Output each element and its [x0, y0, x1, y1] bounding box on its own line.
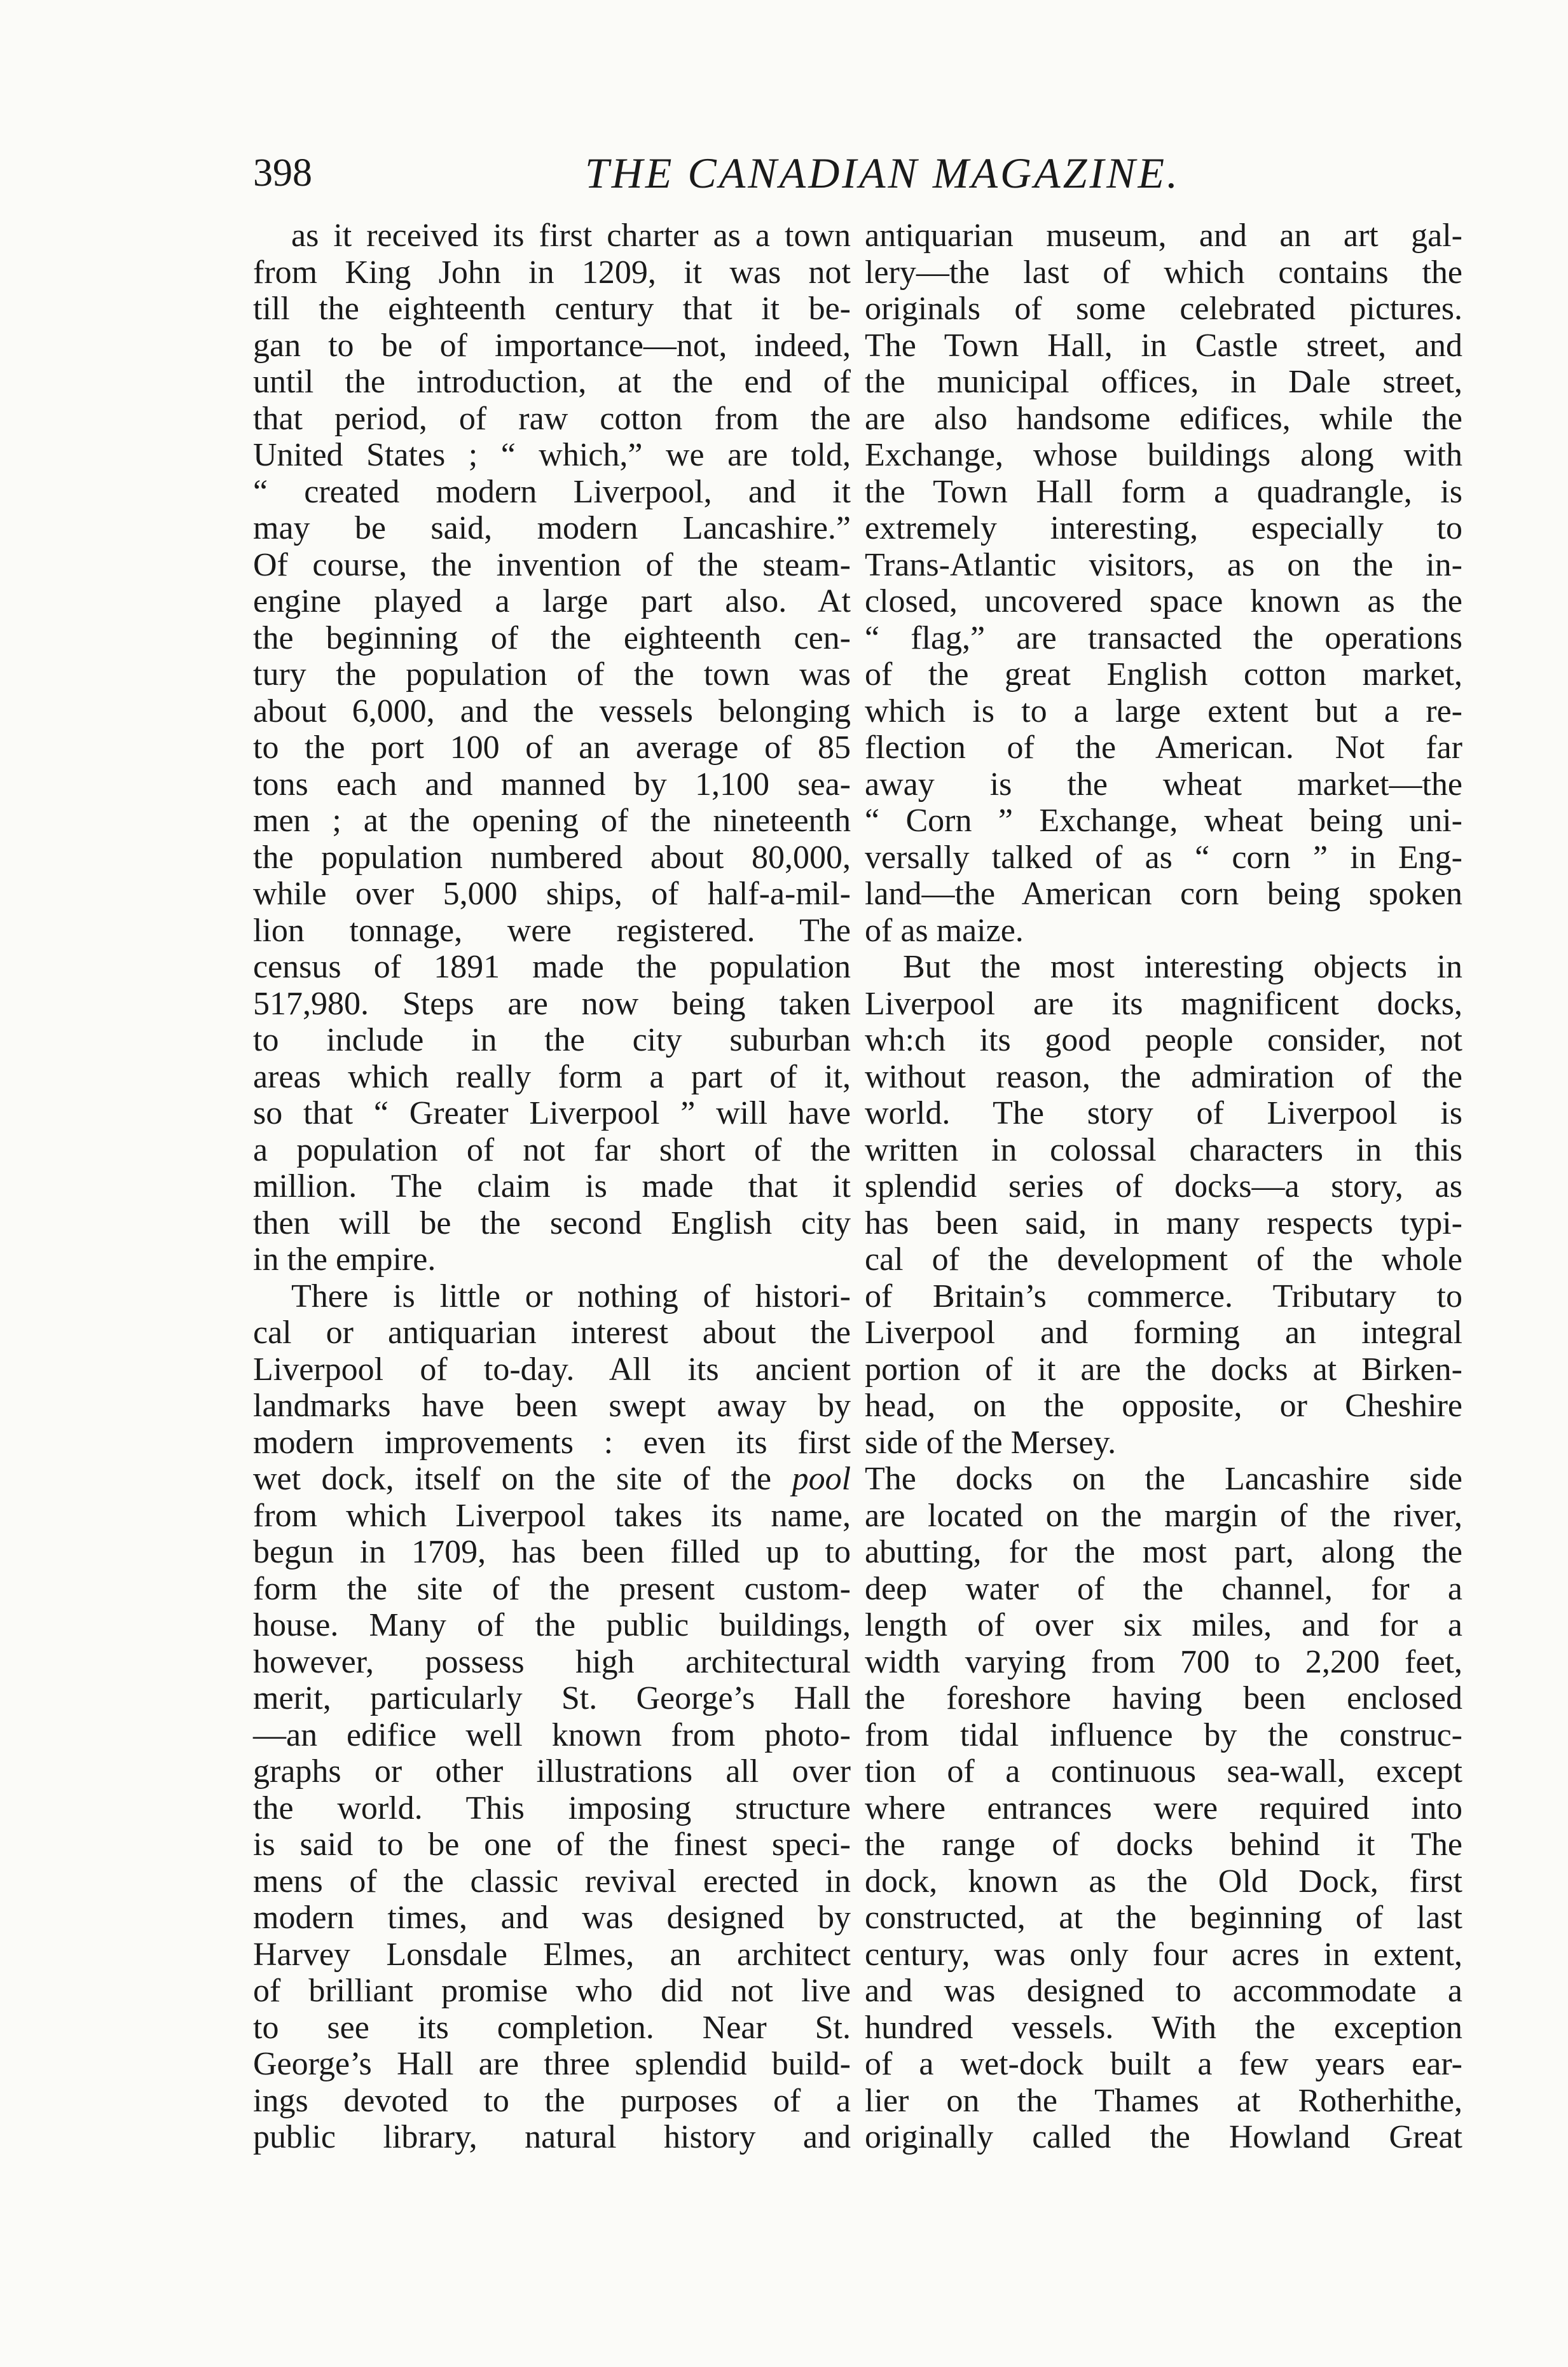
text-line-content: 517,980. Steps are now being taken — [253, 985, 851, 1022]
text-line-content: that period, of raw cotton from the — [253, 400, 851, 437]
text-line — [253, 1205, 851, 1242]
text-line — [253, 913, 851, 949]
text-line-content: Trans-Atlantic visitors, as on the in- — [865, 546, 1462, 583]
text-line — [253, 2046, 851, 2083]
text-line — [865, 1498, 1462, 1535]
text-line-content: the population numbered about 80,000, — [253, 839, 851, 876]
text-line-content: side of the Mersey. — [865, 1424, 1117, 1461]
text-line-content: But the most interesting objects in — [903, 949, 1462, 985]
text-line — [253, 1388, 851, 1425]
text-line-content: Liverpool of to-day. All its ancient — [253, 1351, 851, 1388]
text-line-content: then will be the second English city — [253, 1204, 851, 1241]
text-line — [865, 1534, 1462, 1571]
text-line-content: cal or antiquarian interest about the — [253, 1315, 851, 1351]
text-line — [253, 1059, 851, 1096]
text-line-content: so that “ Greater Liverpool ” will have — [253, 1095, 851, 1131]
text-line-content: merit, particularly St. George’s Hall — [253, 1680, 851, 1716]
page-number: 398 — [253, 151, 312, 195]
text-line-content: originals of some celebrated pictures. — [865, 291, 1462, 327]
text-line — [865, 474, 1462, 511]
text-line-content: the foreshore having been enclosed — [865, 1680, 1462, 1716]
text-line — [865, 876, 1462, 913]
text-line-content: world. The story of Liverpool is — [865, 1095, 1462, 1131]
text-line-content: to the port 100 of an average of 85 — [253, 729, 851, 766]
text-line-content: —an edifice well known from photo- — [253, 1716, 851, 1753]
text-line — [253, 2010, 851, 2046]
text-line — [865, 2119, 1462, 2156]
text-line-content: Liverpool and forming an integral — [865, 1315, 1462, 1351]
text-line — [865, 1022, 1462, 1059]
text-line — [865, 1388, 1462, 1425]
text-line — [865, 437, 1462, 474]
text-line-content: tion of a continuous sea-wall, except — [865, 1753, 1462, 1790]
text-line — [865, 1461, 1462, 1498]
text-line — [253, 217, 851, 254]
text-line-content: antiquarian museum, and an art gal- — [865, 217, 1462, 254]
text-line — [253, 1241, 851, 1278]
text-line-content: till the eighteenth century that it be- — [253, 291, 851, 327]
text-line-content: graphs or other illustrations all over — [253, 1753, 851, 1790]
text-line — [865, 2046, 1462, 2083]
text-line — [865, 620, 1462, 657]
text-line — [865, 693, 1462, 730]
text-line-content: the beginning of the eighteenth cen- — [253, 619, 851, 656]
text-line — [865, 1607, 1462, 1644]
text-line-content: from which Liverpool takes its name, — [253, 1497, 851, 1534]
text-line — [865, 1571, 1462, 1608]
text-line-content: in the empire. — [253, 1241, 436, 1278]
text-line-content: The Town Hall, in Castle street, and — [865, 327, 1462, 364]
text-line-content: Of course, the invention of the steam- — [253, 546, 851, 583]
text-line-content: mens of the classic revival erected in — [253, 1863, 851, 1900]
text-line-content: length of over six miles, and for a — [865, 1607, 1462, 1643]
text-line-content: where entrances were required into — [865, 1790, 1462, 1826]
text-line-content: to see its completion. Near St. — [253, 2009, 851, 2046]
text-line-content: closed, uncovered space known as the — [865, 583, 1462, 619]
text-line-content: the municipal offices, in Dale street, — [865, 364, 1462, 400]
text-line — [253, 2119, 851, 2156]
text-line-content: may be said, modern Lancashire.” — [253, 510, 851, 546]
text-line-content: land—the American corn being spoken — [865, 876, 1462, 912]
text-line-content: extremely interesting, especially to — [865, 510, 1462, 546]
text-line-content: gan to be of importance—not, indeed, — [253, 327, 851, 364]
text-line-content: of as maize. — [865, 912, 1024, 949]
text-line — [253, 986, 851, 1023]
text-line — [253, 1973, 851, 2010]
text-line — [865, 364, 1462, 401]
right-column — [865, 217, 1462, 2156]
text-line-content: head, on the opposite, or Cheshire — [865, 1388, 1462, 1424]
text-line-content: ings devoted to the purposes of a — [253, 2082, 851, 2119]
italic-word: pool — [792, 1461, 851, 1497]
text-line-content: areas which really form a part of it, — [253, 1058, 851, 1095]
text-line — [253, 693, 851, 730]
text-line — [253, 1863, 851, 1900]
text-line-content: of brilliant promise who did not live — [253, 1973, 851, 2009]
text-line — [865, 729, 1462, 766]
text-line — [253, 401, 851, 438]
text-line — [253, 474, 851, 511]
text-line-content: wet dock, itself on the site of the — [253, 1461, 772, 1497]
text-line — [253, 1826, 851, 1863]
text-line — [865, 1826, 1462, 1863]
text-line-content: landmarks have been swept away by — [253, 1388, 851, 1424]
text-line-content: Harvey Lonsdale Elmes, an architect — [253, 1936, 851, 1973]
text-line-content: lier on the Thames at Rotherhithe, — [865, 2082, 1462, 2119]
text-line-content: versally talked of as “ corn ” in Eng- — [865, 839, 1462, 876]
text-line — [865, 1973, 1462, 2010]
text-line-content: men ; at the opening of the nineteenth — [253, 803, 851, 839]
text-line — [865, 328, 1462, 364]
text-line — [253, 1461, 851, 1498]
text-line — [253, 729, 851, 766]
text-line-content: a population of not far short of the — [253, 1131, 851, 1168]
text-line-content: abutting, for the most part, along the — [865, 1534, 1462, 1570]
paragraph — [865, 1461, 1462, 2156]
text-line — [253, 1278, 851, 1315]
page-header — [253, 148, 1461, 205]
text-line — [865, 1717, 1462, 1754]
text-line — [253, 949, 851, 986]
text-line-content: and was designed to accommodate a — [865, 1973, 1462, 2009]
text-line — [865, 291, 1462, 328]
text-line-content: “ flag,” are transacted the operations — [865, 619, 1462, 656]
text-line — [865, 1644, 1462, 1681]
text-line-content: away is the wheat market—the — [865, 766, 1462, 803]
text-line-content: of a wet-dock built a few years ear- — [865, 2046, 1462, 2082]
text-line — [865, 2010, 1462, 2046]
text-line — [865, 949, 1462, 986]
text-line — [865, 583, 1462, 620]
text-line — [865, 766, 1462, 803]
text-line-content: George’s Hall are three splendid build- — [253, 2046, 851, 2082]
text-line — [253, 656, 851, 693]
text-line-content: million. The claim is made that it — [253, 1168, 851, 1204]
text-line-content: are also handsome edifices, while the — [865, 400, 1462, 437]
text-line-content: census of 1891 made the population — [253, 949, 851, 985]
text-line — [253, 1753, 851, 1790]
text-line-content: which is to a large extent but a re- — [865, 693, 1462, 729]
text-line-content: hundred vessels. With the exception — [865, 2009, 1462, 2046]
text-line-content: house. Many of the public buildings, — [253, 1607, 851, 1643]
text-line — [865, 1351, 1462, 1388]
text-line-content: while over 5,000 ships, of half-a-mil- — [253, 876, 851, 912]
text-line-content: engine played a large part also. At — [253, 583, 851, 619]
text-line-content: lion tonnage, were registered. The — [253, 912, 851, 949]
text-line-content: modern times, and was designed by — [253, 1900, 851, 1936]
text-line — [253, 1498, 851, 1535]
text-line — [253, 437, 851, 474]
text-line-content: form the site of the present custom- — [253, 1570, 851, 1607]
text-line-content: There is little or nothing of histori- — [291, 1278, 851, 1315]
text-line-content: deep water of the channel, for a — [865, 1570, 1462, 1607]
text-line-content: as it received its first charter as a town — [291, 217, 851, 254]
text-line — [253, 1168, 851, 1205]
text-line — [865, 1132, 1462, 1169]
text-line — [865, 1205, 1462, 1242]
text-line — [865, 254, 1462, 291]
text-line-content: to include in the city suburban — [253, 1022, 851, 1058]
paragraph — [865, 217, 1462, 949]
text-line — [865, 1753, 1462, 1790]
text-line — [253, 328, 851, 364]
left-column — [253, 217, 851, 2156]
text-line-content: constructed, at the beginning of last — [865, 1900, 1462, 1936]
text-line-content: the world. This imposing structure — [253, 1790, 851, 1826]
text-line — [865, 1168, 1462, 1205]
text-line — [253, 1644, 851, 1681]
text-line-content: originally called the Howland Great — [865, 2119, 1462, 2155]
text-line-content: width varying from 700 to 2,200 feet, — [865, 1643, 1462, 1680]
text-line-content: “ Corn ” Exchange, wheat being uni- — [865, 803, 1462, 839]
text-line-content: modern improvements : even its first — [253, 1424, 851, 1461]
text-line-content: Exchange, whose buildings along with — [865, 437, 1462, 473]
text-line-content: lery—the last of which contains the — [865, 254, 1462, 291]
text-line-content: “ created modern Liverpool, and it — [253, 473, 851, 510]
text-line-content: splendid series of docks—a story, as — [865, 1168, 1462, 1204]
text-line — [253, 1571, 851, 1608]
text-line — [253, 1095, 851, 1132]
text-line — [865, 656, 1462, 693]
text-line-content: United States ; “ which,” we are told, — [253, 437, 851, 473]
text-line — [865, 217, 1462, 254]
text-line-content: begun in 1709, has been filled up to — [253, 1534, 851, 1570]
text-line — [253, 839, 851, 876]
text-line-content: the Town Hall form a quadrangle, is — [865, 473, 1462, 510]
text-line-content: is said to be one of the finest speci- — [253, 1826, 851, 1863]
text-line-content: written in colossal characters in this — [865, 1131, 1462, 1168]
text-line — [865, 401, 1462, 438]
text-line-content: Liverpool are its magnificent docks, — [865, 985, 1462, 1022]
text-line — [865, 547, 1462, 584]
text-line — [253, 1607, 851, 1644]
text-line — [865, 1315, 1462, 1351]
paragraph — [865, 949, 1462, 1461]
paragraph — [253, 217, 851, 1278]
text-line — [253, 1936, 851, 1973]
text-line — [865, 913, 1462, 949]
text-line — [253, 510, 851, 547]
text-line — [865, 803, 1462, 839]
text-line — [253, 547, 851, 584]
text-line — [865, 839, 1462, 876]
text-line — [253, 1351, 851, 1388]
text-line — [253, 291, 851, 328]
text-line — [253, 876, 851, 913]
text-line — [253, 254, 851, 291]
text-line-content: century, was only four acres in extent, — [865, 1936, 1462, 1973]
text-line — [865, 510, 1462, 547]
text-line-content: dock, known as the Old Dock, first — [865, 1863, 1462, 1900]
paragraph — [253, 1278, 851, 2156]
text-line — [253, 1132, 851, 1169]
text-line — [253, 1680, 851, 1717]
text-line — [253, 1022, 851, 1059]
text-line — [865, 2083, 1462, 2120]
text-line — [865, 1790, 1462, 1827]
text-line — [253, 364, 851, 401]
running-title: THE CANADIAN MAGAZINE. — [584, 149, 1181, 197]
text-line — [865, 1241, 1462, 1278]
text-line — [253, 583, 851, 620]
text-line-content: however, possess high architectural — [253, 1643, 851, 1680]
text-line — [253, 1315, 851, 1351]
text-line-content: public library, natural history and — [253, 2119, 851, 2155]
text-line — [253, 2083, 851, 2120]
text-line-content: portion of it are the docks at Birken- — [865, 1351, 1462, 1388]
text-line-content: The docks on the Lancashire side — [865, 1461, 1462, 1497]
text-line — [253, 1534, 851, 1571]
text-line-content: are located on the margin of the river, — [865, 1497, 1462, 1534]
text-line — [865, 1278, 1462, 1315]
text-line — [865, 1059, 1462, 1096]
text-line-content: tury the population of the town was — [253, 656, 851, 693]
text-line — [865, 1900, 1462, 1936]
text-line — [865, 1936, 1462, 1973]
text-line-content: of the great English cotton market, — [865, 656, 1462, 693]
text-line — [865, 1425, 1462, 1461]
text-line — [865, 986, 1462, 1023]
text-line — [253, 1900, 851, 1936]
text-line-content: the range of docks behind it The — [865, 1826, 1462, 1863]
text-line-content: tons each and manned by 1,100 sea- — [253, 766, 851, 803]
text-line — [865, 1680, 1462, 1717]
text-line-content: of Britain’s commerce. Tributary to — [865, 1278, 1462, 1315]
text-line — [253, 1717, 851, 1754]
text-line — [253, 1425, 851, 1461]
text-line — [865, 1863, 1462, 1900]
text-line-content: from tidal influence by the construc- — [865, 1716, 1462, 1753]
text-line — [865, 1095, 1462, 1132]
text-line-content: has been said, in many respects typi- — [865, 1204, 1462, 1241]
text-line-content: cal of the development of the whole — [865, 1241, 1462, 1278]
text-line — [253, 803, 851, 839]
text-line-content: flection of the American. Not far — [865, 729, 1462, 766]
text-line-content: about 6,000, and the vessels belonging — [253, 693, 851, 729]
text-line-content: without reason, the admiration of the — [865, 1058, 1462, 1095]
text-line-content: wh:ch its good people consider, not — [865, 1022, 1462, 1058]
text-line-content: from King John in 1209, it was not — [253, 254, 851, 291]
text-line — [253, 766, 851, 803]
text-line — [253, 620, 851, 657]
text-line-content: until the introduction, at the end of — [253, 364, 851, 400]
text-line — [253, 1790, 851, 1827]
